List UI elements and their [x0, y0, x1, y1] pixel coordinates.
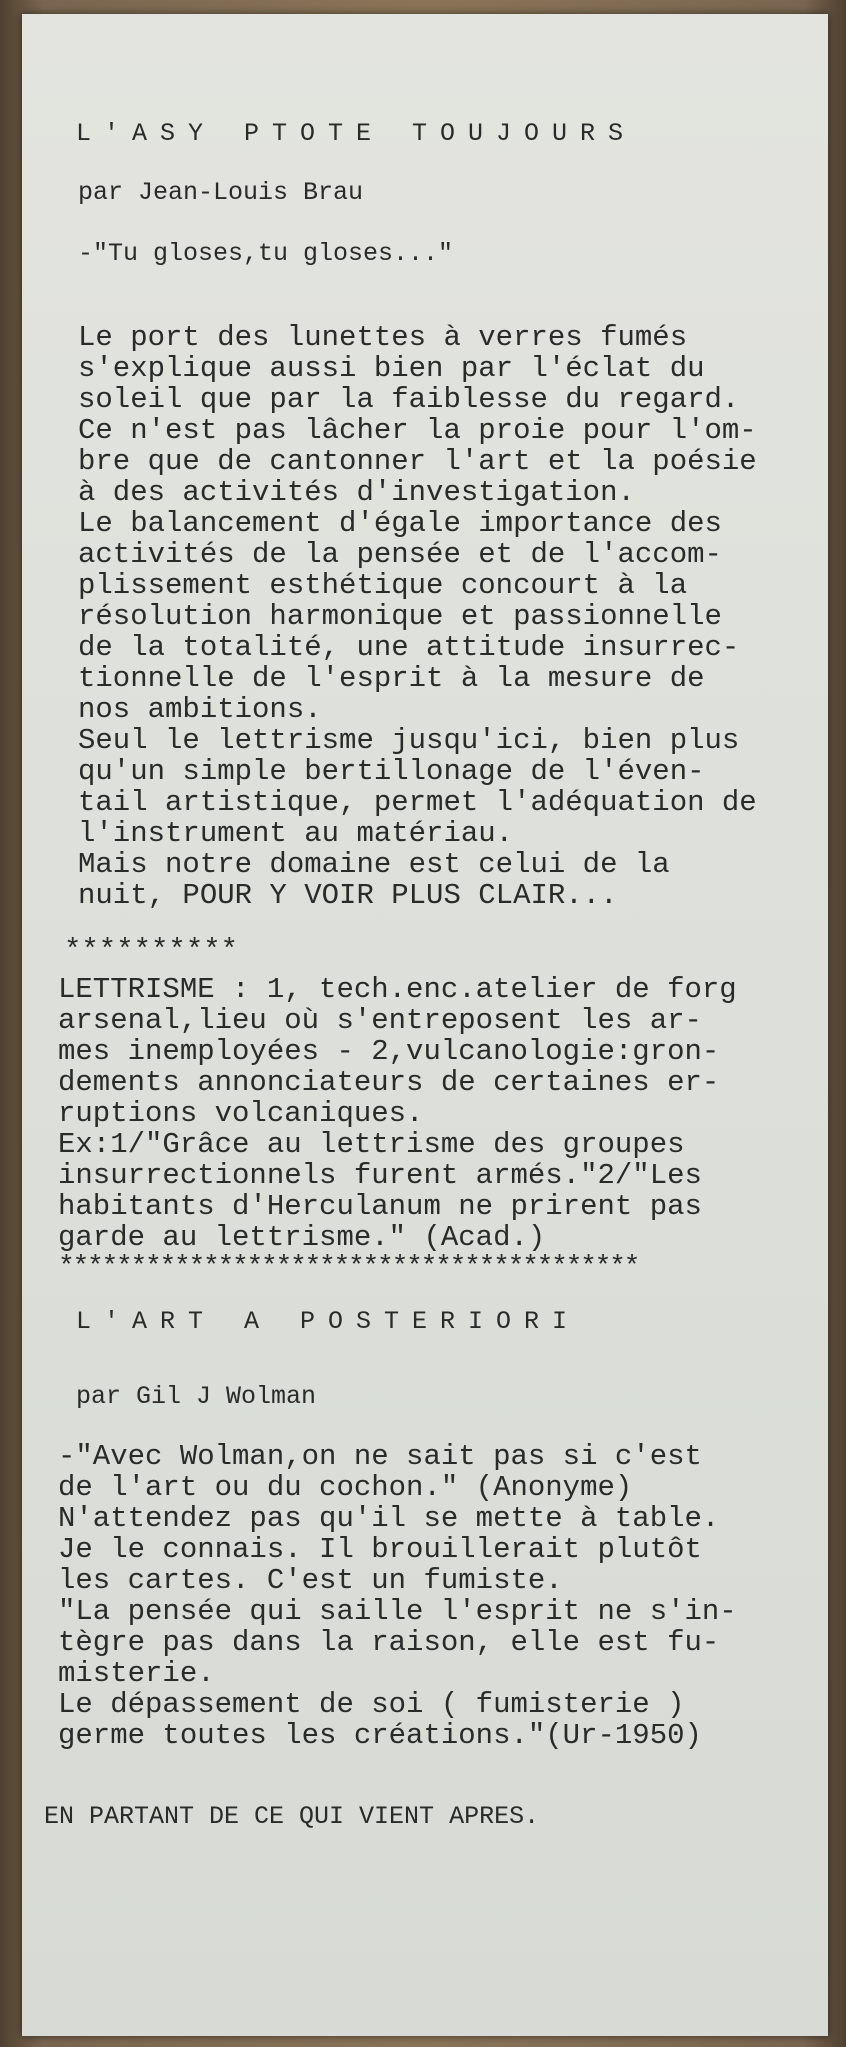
body-line: s'explique aussi bien par l'éclat du [78, 352, 705, 385]
body-line: tionnelle de l'esprit à la mesure de [78, 662, 705, 695]
body-line: à des activités d'investigation. [78, 476, 635, 509]
body-line: soleil que par la faiblesse du regard. [78, 383, 740, 416]
body-line: l'instrument au matériau. [78, 817, 514, 850]
body-line: de la totalité, une attitude insurrec- [78, 631, 740, 664]
definition-line: dements annonciateurs de certaines er- [58, 1066, 720, 1099]
body-line: Mais notre domaine est celui de la [78, 848, 670, 881]
definition-line: garde au lettrisme." (Acad.) [58, 1221, 546, 1254]
section1-quote: -"Tu gloses,tu gloses..." [78, 239, 454, 268]
definition-line: habitants d'Herculanum ne prirent pas [58, 1190, 702, 1223]
body-line: nuit, POUR Y VOIR PLUS CLAIR... [78, 879, 618, 912]
body-line: qu'un simple bertillonage de l'éven- [78, 755, 705, 788]
separator-long: **************************************** [58, 1252, 639, 1283]
closing-line: EN PARTANT DE CE QUI VIENT APRES. [44, 1802, 540, 1831]
section2-title: L'ART A POSTERIORI [76, 1307, 581, 1336]
body-line: bre que de cantonner l'art et la poésie [78, 445, 757, 478]
body-line: Ce n'est pas lâcher la proie pour l'om- [78, 414, 757, 447]
body-line: misterie. [58, 1657, 215, 1690]
definition-line: LETTRISME : 1, tech.enc.atelier de forg [58, 973, 737, 1006]
section2-author: par Gil J Wolman [76, 1382, 317, 1411]
body-line: germe toutes les créations."(Ur-1950) [58, 1719, 702, 1752]
body-line: Seul le lettrisme jusqu'ici, bien plus [78, 724, 740, 757]
definition-line: ruptions volcaniques. [58, 1097, 424, 1130]
body-line: tègre pas dans la raison, elle est fu- [58, 1626, 720, 1659]
body-line: "La pensée qui saille l'esprit ne s'in- [58, 1595, 737, 1628]
body-line: Le dépassement de soi ( fumisterie ) [58, 1688, 685, 1721]
body-line: de l'art ou du cochon." (Anonyme) [58, 1471, 633, 1504]
section1-author: par Jean-Louis Brau [78, 178, 364, 207]
body-line: -"Avec Wolman,on ne sait pas si c'est [58, 1440, 702, 1473]
body-line: tail artistique, permet l'adéquation de [78, 786, 757, 819]
section1-title: L'ASY PTOTE TOUJOURS [76, 119, 637, 148]
body-line: résolution harmonique et passionnelle [78, 600, 722, 633]
body-line: Le balancement d'égale importance des [78, 507, 722, 540]
separator-short: ********** [64, 934, 239, 967]
typed-page [22, 14, 828, 2036]
body-line: Le port des lunettes à verres fumés [78, 321, 688, 354]
definition-line: insurrectionnels furent armés."2/"Les [58, 1159, 702, 1192]
definition-line: Ex:1/"Grâce au lettrisme des groupes [58, 1128, 685, 1161]
body-line: plissement esthétique concourt à la [78, 569, 688, 602]
definition-line: mes inemployées - 2,vulcanologie:gron- [58, 1035, 720, 1068]
body-line: les cartes. C'est un fumiste. [58, 1564, 563, 1597]
body-line: activités de la pensée et de l'accom- [78, 538, 722, 571]
body-line: nos ambitions. [78, 693, 322, 726]
definition-line: arsenal,lieu où s'entreposent les ar- [58, 1004, 702, 1037]
body-line: Je le connais. Il brouillerait plutôt [58, 1533, 702, 1566]
body-line: N'attendez pas qu'il se mette à table. [58, 1502, 720, 1535]
